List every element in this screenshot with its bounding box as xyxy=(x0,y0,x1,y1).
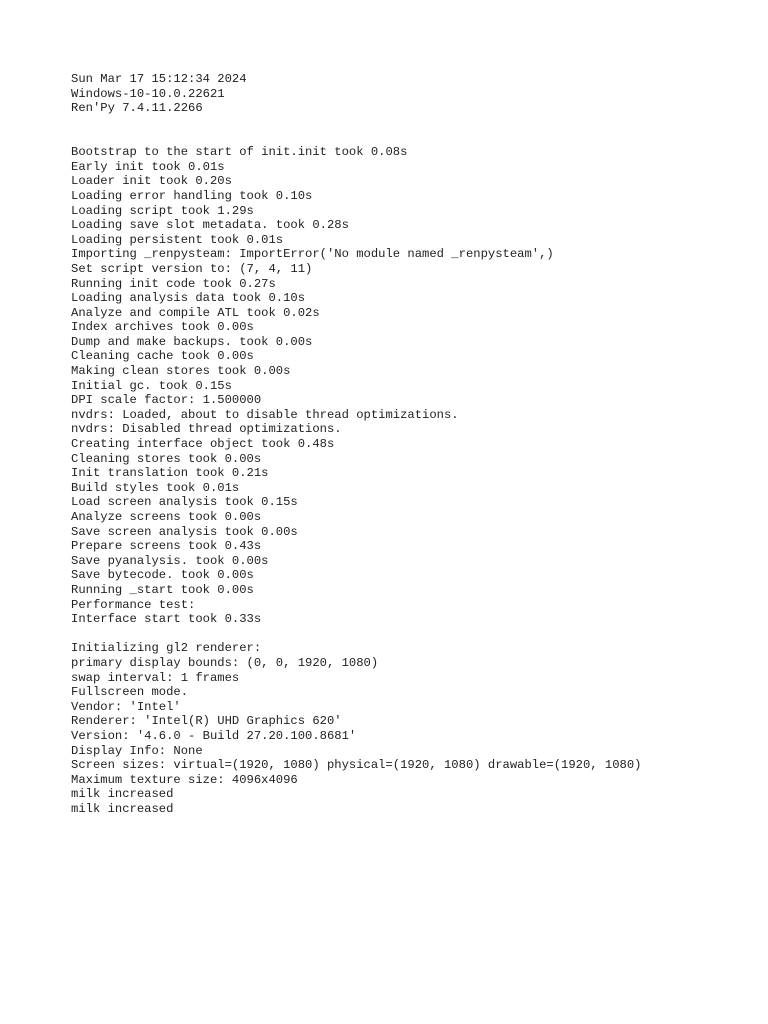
log-line: Loading error handling took 0.10s xyxy=(71,188,313,203)
log-line: Fullscreen mode. xyxy=(71,685,189,700)
log-line: Load screen analysis took 0.15s xyxy=(71,495,298,510)
log-line: Cleaning cache took 0.00s xyxy=(71,349,254,364)
spacer xyxy=(71,627,751,642)
log-line: Interface start took 0.33s xyxy=(71,612,262,627)
log-line: Prepare screens took 0.43s xyxy=(71,539,262,554)
log-line: Maximum texture size: 4096x4096 xyxy=(71,772,298,787)
log-line: Loading script took 1.29s xyxy=(71,203,254,218)
log-line: Making clean stores took 0.00s xyxy=(71,364,291,379)
log-line: Running init code took 0.27s xyxy=(71,276,276,291)
header-block xyxy=(71,72,751,116)
log-line: DPI scale factor: 1.500000 xyxy=(71,393,262,408)
log-line: milk increased xyxy=(71,787,174,802)
log-line: Save bytecode. took 0.00s xyxy=(71,568,254,583)
init-log-block xyxy=(71,145,751,627)
log-line: Initial gc. took 0.15s xyxy=(71,378,232,393)
log-line: Cleaning stores took 0.00s xyxy=(71,451,262,466)
renderer-log-block xyxy=(71,641,751,816)
log-line: Early init took 0.01s xyxy=(71,159,225,174)
log-line: Analyze screens took 0.00s xyxy=(71,510,262,525)
log-line: milk increased xyxy=(71,801,174,816)
log-line: Save pyanalysis. took 0.00s xyxy=(71,553,269,568)
log-line: Loading save slot metadata. took 0.28s xyxy=(71,218,349,233)
log-line: Loader init took 0.20s xyxy=(71,174,232,189)
log-line-date: Sun Mar 17 15:12:34 2024 xyxy=(71,72,247,86)
log-line: Index archives took 0.00s xyxy=(71,320,254,335)
log-line: Dump and make backups. took 0.00s xyxy=(71,334,313,349)
log-line: Save screen analysis took 0.00s xyxy=(71,524,298,539)
log-line: Loading persistent took 0.01s xyxy=(71,232,284,247)
log-line: Renderer: 'Intel(R) UHD Graphics 620' xyxy=(71,714,342,729)
log-line-os: Windows-10-10.0.22621 xyxy=(71,86,225,101)
log-line: nvdrs: Loaded, about to disable thread optimizations. xyxy=(71,407,459,422)
log-line: Loading analysis data took 0.10s xyxy=(71,291,306,306)
log-line: Creating interface object took 0.48s xyxy=(71,437,335,452)
log-line: swap interval: 1 frames xyxy=(71,670,240,685)
log-line: Screen sizes: virtual=(1920, 1080) physical=(1920, 1080) drawable=(1920, 1080) xyxy=(71,758,642,773)
log-line: nvdrs: Disabled thread optimizations. xyxy=(71,422,342,437)
log-line: Importing _renpysteam: ImportError('No module named _renpysteam',) xyxy=(71,247,554,262)
log-document xyxy=(71,72,751,816)
log-line: Running _start took 0.00s xyxy=(71,582,254,597)
spacer xyxy=(71,116,751,145)
log-line: Display Info: None xyxy=(71,743,203,758)
log-line: Set script version to: (7, 4, 11) xyxy=(71,261,313,276)
log-line: primary display bounds: (0, 0, 1920, 1080) xyxy=(71,655,379,670)
log-line: Init translation took 0.21s xyxy=(71,466,269,481)
log-line: Analyze and compile ATL took 0.02s xyxy=(71,305,320,320)
log-line: Initializing gl2 renderer: xyxy=(71,641,262,656)
log-line-version: Ren'Py 7.4.11.2266 xyxy=(71,101,203,116)
log-line: Performance test: xyxy=(71,597,196,612)
log-line: Vendor: 'Intel' xyxy=(71,699,181,714)
log-line: Build styles took 0.01s xyxy=(71,480,240,495)
log-line: Bootstrap to the start of init.init took 0.08s xyxy=(71,145,408,160)
log-line: Version: '4.6.0 - Build 27.20.100.8681' xyxy=(71,728,357,743)
